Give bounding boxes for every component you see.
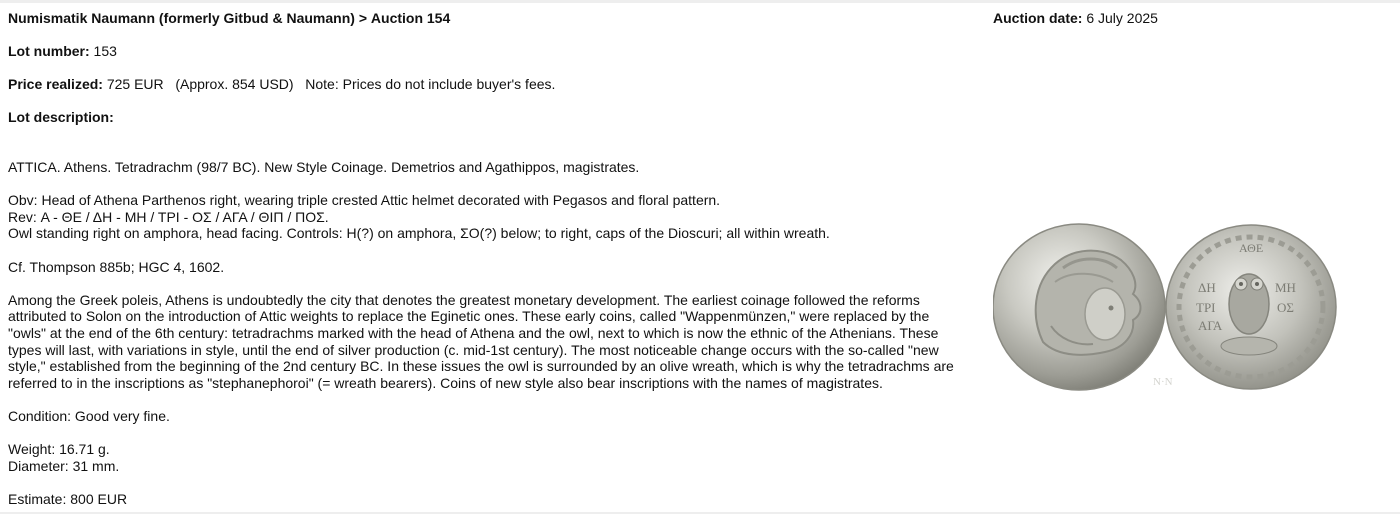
- history-line: referred to in the inscriptions as "stephanephoroi" (= wreath bearers). Coins of new style also bear inscriptions with the names of magistrates.: [8, 374, 883, 391]
- top-border: [0, 0, 1400, 3]
- auction-date-value: 6 July 2025: [1086, 10, 1158, 26]
- price-label: Price realized:: [8, 76, 103, 92]
- svg-text:ΤΡΙ: ΤΡΙ: [1196, 300, 1216, 315]
- breadcrumb: [8, 10, 983, 26]
- description-obverse: Obv: Head of Athena Parthenos right, wearing triple crested Attic helmet decorated with Pegasos and floral pattern.: [8, 192, 721, 209]
- price-approx: (Approx. 854 USD): [175, 76, 294, 92]
- watermark: N·N: [1153, 376, 1173, 388]
- description-diameter: Diameter: 31 mm.: [8, 457, 120, 474]
- price-note: Note: Prices do not include buyer's fees.: [305, 76, 556, 92]
- coin-obverse: [993, 224, 1165, 390]
- breadcrumb-separator: >: [358, 10, 368, 26]
- description-reverse-detail: Owl standing right on amphora, head facing. Controls: Η(?) on amphora, ΣΟ(?) below; to right, caps of the Dioscuri; all within wreath.: [8, 225, 830, 242]
- coin-reverse: [1166, 225, 1336, 389]
- description-condition: Condition: Good very fine.: [8, 407, 170, 424]
- coin-photo[interactable]: [993, 222, 1338, 392]
- description-title: ATTICA. Athens. Tetradrachm (98/7 BC). New Style Coinage. Demetrios and Agathippos, magistrates.: [8, 159, 640, 175]
- lot-number-label: Lot number:: [8, 43, 90, 59]
- lot-description-label: Lot description:: [8, 109, 114, 125]
- description-reverse: Rev: Α - ΘΕ / ΔΗ - ΜΗ / ΤΡΙ - ΟΣ / ΑΓΑ / ΘΙΠ / ΠΟΣ.: [8, 208, 329, 225]
- lot-description-body: [8, 159, 983, 507]
- svg-text:ΟΣ: ΟΣ: [1277, 300, 1294, 315]
- lot-description-heading: [8, 109, 983, 125]
- svg-text:ΜΗ: ΜΗ: [1275, 280, 1296, 295]
- lot-number: [8, 43, 983, 59]
- breadcrumb-auction-house-link[interactable]: Numismatik Naumann (formerly Gitbud & Naumann): [8, 10, 355, 26]
- description-weight: Weight: 16.71 g.: [8, 441, 110, 458]
- svg-text:ΑΘΕ: ΑΘΕ: [1239, 241, 1264, 255]
- coin-photo-icon: [993, 222, 1338, 392]
- history-line: types will last, with variations in style, until the end of silver production (c. mid-1st century). The most noticeable change occurs with the so-called "new: [8, 341, 939, 358]
- history-line: style," established from the beginning of the 2nd century BC. In these issues the owl is surrounded by an olive wreath, which is why the tetradrachms are: [8, 358, 954, 375]
- auction-date-label: Auction date:: [993, 10, 1083, 26]
- history-line: "owls" at the end of the 6th century: tetradrachms marked with the head of Athena and the owl, next to which is now the ethnic of the Athenians. These: [8, 324, 939, 341]
- description-history: [8, 292, 983, 392]
- history-line: Among the Greek poleis, Athens is undoubtedly the city that denotes the greatest monetary development. The earliest coinage followed the reforms: [8, 291, 920, 308]
- lot-number-value: 153: [93, 43, 117, 59]
- history-line: attributed to Solon on the introduction of Attic weights to replace the Eginetic ones. These early coins, called "Wappenmünzen," were replaced by the: [8, 308, 930, 325]
- auction-date-block: [993, 10, 1393, 26]
- breadcrumb-auction-link[interactable]: Auction 154: [370, 10, 451, 26]
- svg-text:ΔΗ: ΔΗ: [1198, 280, 1216, 295]
- description-reference: Cf. Thompson 885b; HGC 4, 1602.: [8, 258, 225, 275]
- price-realized: [8, 76, 983, 92]
- price-value: 725 EUR: [106, 76, 164, 92]
- lot-details: [8, 10, 983, 507]
- description-estimate: Estimate: 800 EUR: [8, 490, 128, 507]
- auction-date: [993, 10, 1393, 26]
- svg-text:ΑΓΑ: ΑΓΑ: [1198, 318, 1223, 333]
